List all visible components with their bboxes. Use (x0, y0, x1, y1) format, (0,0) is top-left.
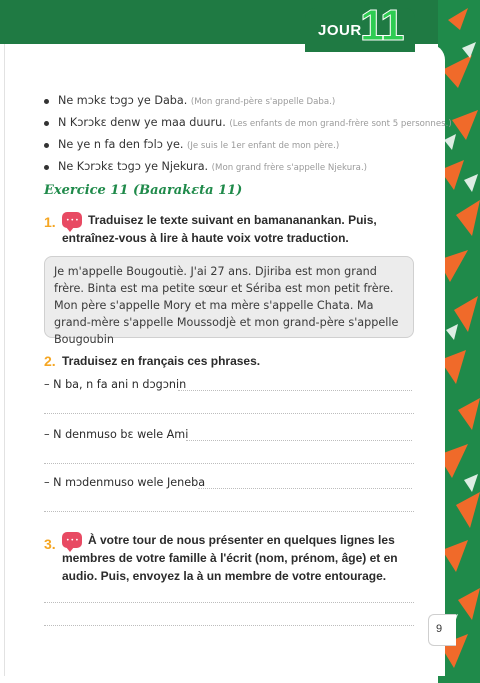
bambara-sentence: Ne mɔkɛ tɔgɔ ye Daba. (58, 94, 188, 107)
question-3-text: À votre tour de nous présenter en quelques lignes les membres de votre famille à l'écrit (nom, prénom, âge) et en audio. Puis, envoyez la à un membre de votre entourage. (62, 533, 398, 583)
bambara-sentence: Ne ye n fa den fɔlɔ ye. (58, 138, 184, 151)
answer-line[interactable] (198, 488, 412, 489)
phrase-3: – N mɔdenmuso wele Jeneba (44, 476, 206, 489)
list-item (44, 90, 424, 112)
answer-line[interactable] (44, 511, 414, 512)
list-item (44, 134, 424, 156)
day-label: JOUR (318, 22, 362, 39)
question-3-number: 3. (44, 536, 56, 552)
answer-line[interactable] (44, 463, 414, 464)
question-1-number: 1. (44, 214, 56, 230)
phrase-2: – N denmuso bɛ wele Ami (44, 428, 189, 441)
bambara-sentence: Ne Kɔrɔkɛ tɔgɔ ye Njekura. (58, 160, 209, 173)
page-number: 9 (436, 623, 443, 635)
french-translation: (Mon grand frère s'appelle Njekura.) (211, 163, 368, 173)
vocabulary-bullet-list (44, 90, 452, 178)
answer-line[interactable] (178, 390, 412, 391)
list-item (44, 156, 424, 178)
question-2-number: 2. (44, 353, 56, 369)
french-translation: (Mon grand-père s'appelle Daba.) (190, 97, 336, 107)
exercise-title: Exercice 11 (Baarakɛta 11) (44, 183, 243, 198)
answer-line[interactable] (44, 625, 414, 626)
speech-bubble-icon: ••• (62, 532, 82, 548)
question-1-text: Traduisez le texte suivant en bamananankan. Puis, entraînez-vous à lire à haute voix votre traduction. (62, 213, 377, 245)
speech-bubble-icon: ••• (62, 212, 82, 228)
french-translation: (Je suis le 1er enfant de mon père.) (187, 141, 340, 151)
bambara-sentence: N Kɔrɔkɛ denw ye maa duuru. (58, 116, 226, 129)
phrase-1: – N ba, n fa ani n dɔgɔnin (44, 378, 187, 391)
day-number: 11 (360, 1, 403, 50)
answer-line[interactable] (44, 602, 414, 603)
french-translation: (Les enfants de mon grand-frère sont 5 personnes.) (229, 119, 452, 129)
answer-line[interactable] (186, 440, 412, 441)
list-item (44, 112, 452, 134)
answer-line[interactable] (44, 413, 414, 414)
question-2-text: Traduisez en français ces phrases. (62, 354, 261, 368)
source-passage: Je m'appelle Bougoutiè. J'ai 27 ans. Djiriba est mon grand frère. Binta est ma petite sœur et Sériba est mon petit frère. Mon père s'appelle Mory et ma mère s'appelle Chata. Ma grand-mère s'appelle Moussodjè et mon grand-père s'appelle Bougoubin (44, 256, 414, 338)
